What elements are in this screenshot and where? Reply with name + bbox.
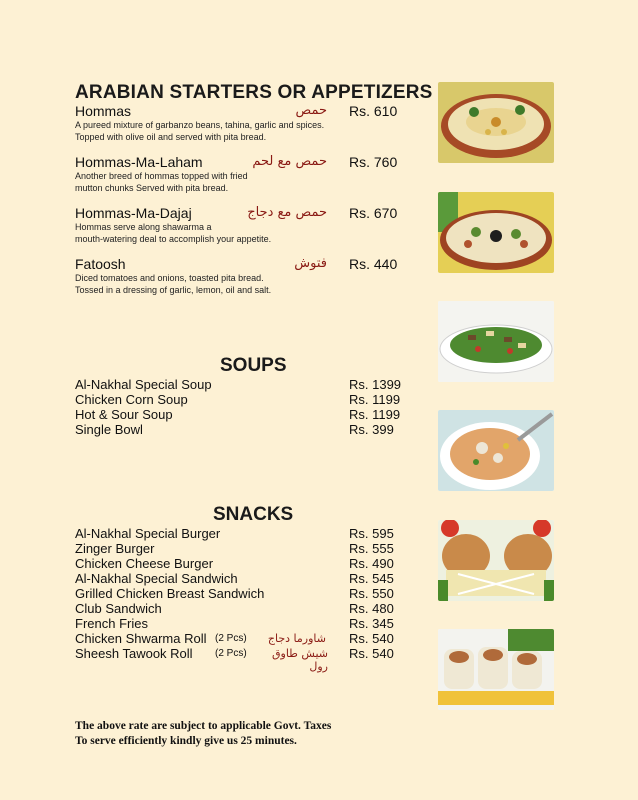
hommas-photo-icon — [438, 82, 554, 163]
snack-name: French Fries — [75, 616, 148, 631]
starters-heading: ARABIAN STARTERS OR APPETIZERS — [75, 82, 433, 103]
starter-desc: Diced tomatoes and onions, toasted pita bread. Tossed in a dressing of garlic, lemon, oil and salt. — [75, 273, 272, 295]
soup-photo-icon — [438, 410, 554, 491]
snack-name: Al-Nakhal Special Sandwich — [75, 571, 238, 586]
snack-price: Rs. 595 — [349, 526, 394, 541]
starter-arabic: حمص مع لحم — [252, 154, 327, 169]
snack-name: Chicken Cheese Burger — [75, 556, 214, 571]
starter-arabic: حمص — [295, 103, 327, 118]
soup-price: Rs. 1199 — [349, 392, 401, 407]
starter-price: Rs. 440 — [349, 256, 398, 272]
snack-name: Grilled Chicken Breast Sandwich — [75, 586, 265, 601]
starter-arabic: حمص مع دجاج — [247, 205, 327, 220]
starter-desc: A pureed mixture of garbanzo beans, tahina, garlic and spices. Topped with olive oil and served with pita bread. — [75, 120, 325, 142]
snack-price: Rs. 540 — [349, 631, 394, 646]
soup-name: Chicken Corn Soup — [75, 392, 188, 407]
snack-pcs: (2 Pcs) — [215, 648, 247, 659]
starter-name: Hommas-Ma-Laham — [75, 154, 203, 170]
starter-desc: Hommas serve along shawarma a mouth-watering deal to accomplish your appetite. — [75, 222, 272, 244]
soups-heading: SOUPS — [220, 355, 287, 376]
shawarma-roll-photo-icon — [438, 629, 554, 710]
soup-name: Al-Nakhal Special Soup — [75, 377, 212, 392]
starter-name: Hommas — [75, 103, 132, 119]
snack-name: Zinger Burger — [75, 541, 155, 556]
starter-arabic: فتوش — [294, 256, 327, 271]
hommas-dajaj-photo-icon — [438, 192, 554, 273]
footer-note: The above rate are subject to applicable Govt. Taxes To serve efficiently kindly give us 25 minutes. — [75, 720, 332, 747]
soup-price: Rs. 1399 — [349, 377, 402, 392]
snacks-heading: SNACKS — [213, 504, 294, 525]
snack-price: Rs. 490 — [349, 556, 394, 571]
starter-price: Rs. 670 — [349, 205, 398, 221]
starter-desc: Another breed of hommas topped with fried mutton chunks Served with pita bread. — [75, 171, 248, 193]
starter-price: Rs. 760 — [349, 154, 398, 170]
snack-name: Al-Nakhal Special Burger — [75, 526, 221, 541]
soup-name: Hot & Sour Soup — [75, 407, 173, 422]
snack-pcs: (2 Pcs) — [215, 633, 247, 644]
soup-price: Rs. 1199 — [349, 407, 401, 422]
snack-price: Rs. 480 — [349, 601, 394, 616]
snack-name: Sheesh Tawook Roll — [75, 646, 193, 661]
snack-arabic: شاورما دجاج — [267, 632, 326, 645]
snack-arabic: شيش طاوق رول — [271, 647, 328, 673]
starter-name: Hommas-Ma-Dajaj — [75, 205, 192, 221]
snack-price: Rs. 345 — [349, 616, 394, 631]
fatoosh-photo-icon — [438, 301, 554, 382]
starter-price: Rs. 610 — [349, 103, 398, 119]
burger-photo-icon — [438, 520, 554, 601]
soup-name: Single Bowl — [75, 422, 143, 437]
snack-name: Club Sandwich — [75, 601, 162, 616]
snack-price: Rs. 550 — [349, 586, 394, 601]
snack-price: Rs. 555 — [349, 541, 394, 556]
snack-name: Chicken Shwarma Roll — [75, 631, 207, 646]
soup-price: Rs. 399 — [349, 422, 394, 437]
snack-price: Rs. 545 — [349, 571, 394, 586]
starter-name: Fatoosh — [75, 256, 126, 272]
snack-price: Rs. 540 — [349, 646, 394, 661]
